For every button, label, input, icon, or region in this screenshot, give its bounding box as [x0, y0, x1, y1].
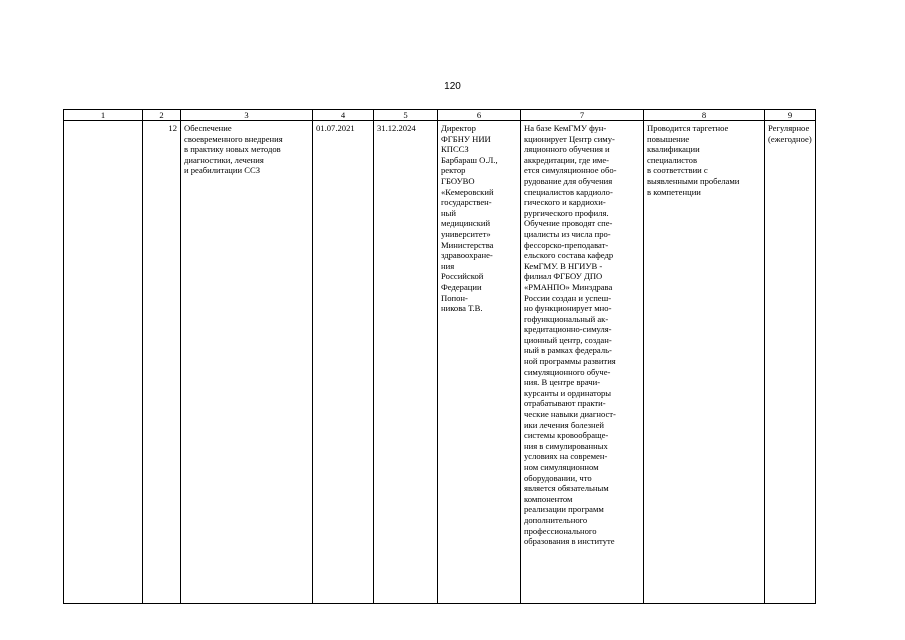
cell-item-number: 12 [143, 121, 181, 604]
column-header-7: 7 [521, 110, 644, 121]
column-header-2: 2 [143, 110, 181, 121]
cell-description: На базе КемГМУ фун- кционирует Центр симу- ляционного обучения и аккредитации, где име- ется симуляционное обо- рудование для обучения специалистов кардиоло- гического и кардиохи- рургического профиля. Обучение проводят спе- циалисты из числа про- фессорско-преподават- ельского состава кафедр КемГМУ. В НГИУВ - филиал ФГБОУ ДПО «РМАНПО» Минздрава России создан и успеш- но функционирует мно- гофункциональный ак- кредитационно-симуля- ционный центр, создан- ный в рамках федераль- ной программы развития симуляционного обуче- ния. В центре врачи- курсанты и ординаторы отрабатывают практи- ческие навыки диагност- ики лечения болезней системы кровообраще- ния в симулированных условиях на современ- ном симуляционном оборудовании, что является обязательным компонентом реализации программ дополнительного профессионального образования в институте [521, 121, 644, 604]
cell-responsible: Директор ФГБНУ НИИ КПССЗ Барбараш О.Л., ректор ГБОУВО «Кемеровский государствен- ный медицинский университет» Министерства здравоохране- ния Российской Федерации Попон- никова Т.В. [438, 121, 521, 604]
column-header-6: 6 [438, 110, 521, 121]
page-number: 120 [444, 81, 461, 92]
table-row [64, 121, 816, 604]
table-header-row [64, 110, 816, 121]
column-header-5: 5 [374, 110, 438, 121]
cell-result: Проводится таргетное повышение квалификации специалистов в соответствии с выявленными пробелами в компетенции [644, 121, 765, 604]
column-header-8: 8 [644, 110, 765, 121]
column-header-3: 3 [181, 110, 313, 121]
cell-section [64, 121, 143, 604]
cell-frequency: Регулярное (ежегодное) [765, 121, 816, 604]
column-header-4: 4 [313, 110, 374, 121]
column-header-1: 1 [64, 110, 143, 121]
measures-table [63, 109, 816, 604]
cell-end-date: 31.12.2024 [374, 121, 438, 604]
cell-measure-name: Обеспечение своевременного внедрения в практику новых методов диагностики, лечения и реабилитации ССЗ [181, 121, 313, 604]
column-header-9: 9 [765, 110, 816, 121]
cell-start-date: 01.07.2021 [313, 121, 374, 604]
